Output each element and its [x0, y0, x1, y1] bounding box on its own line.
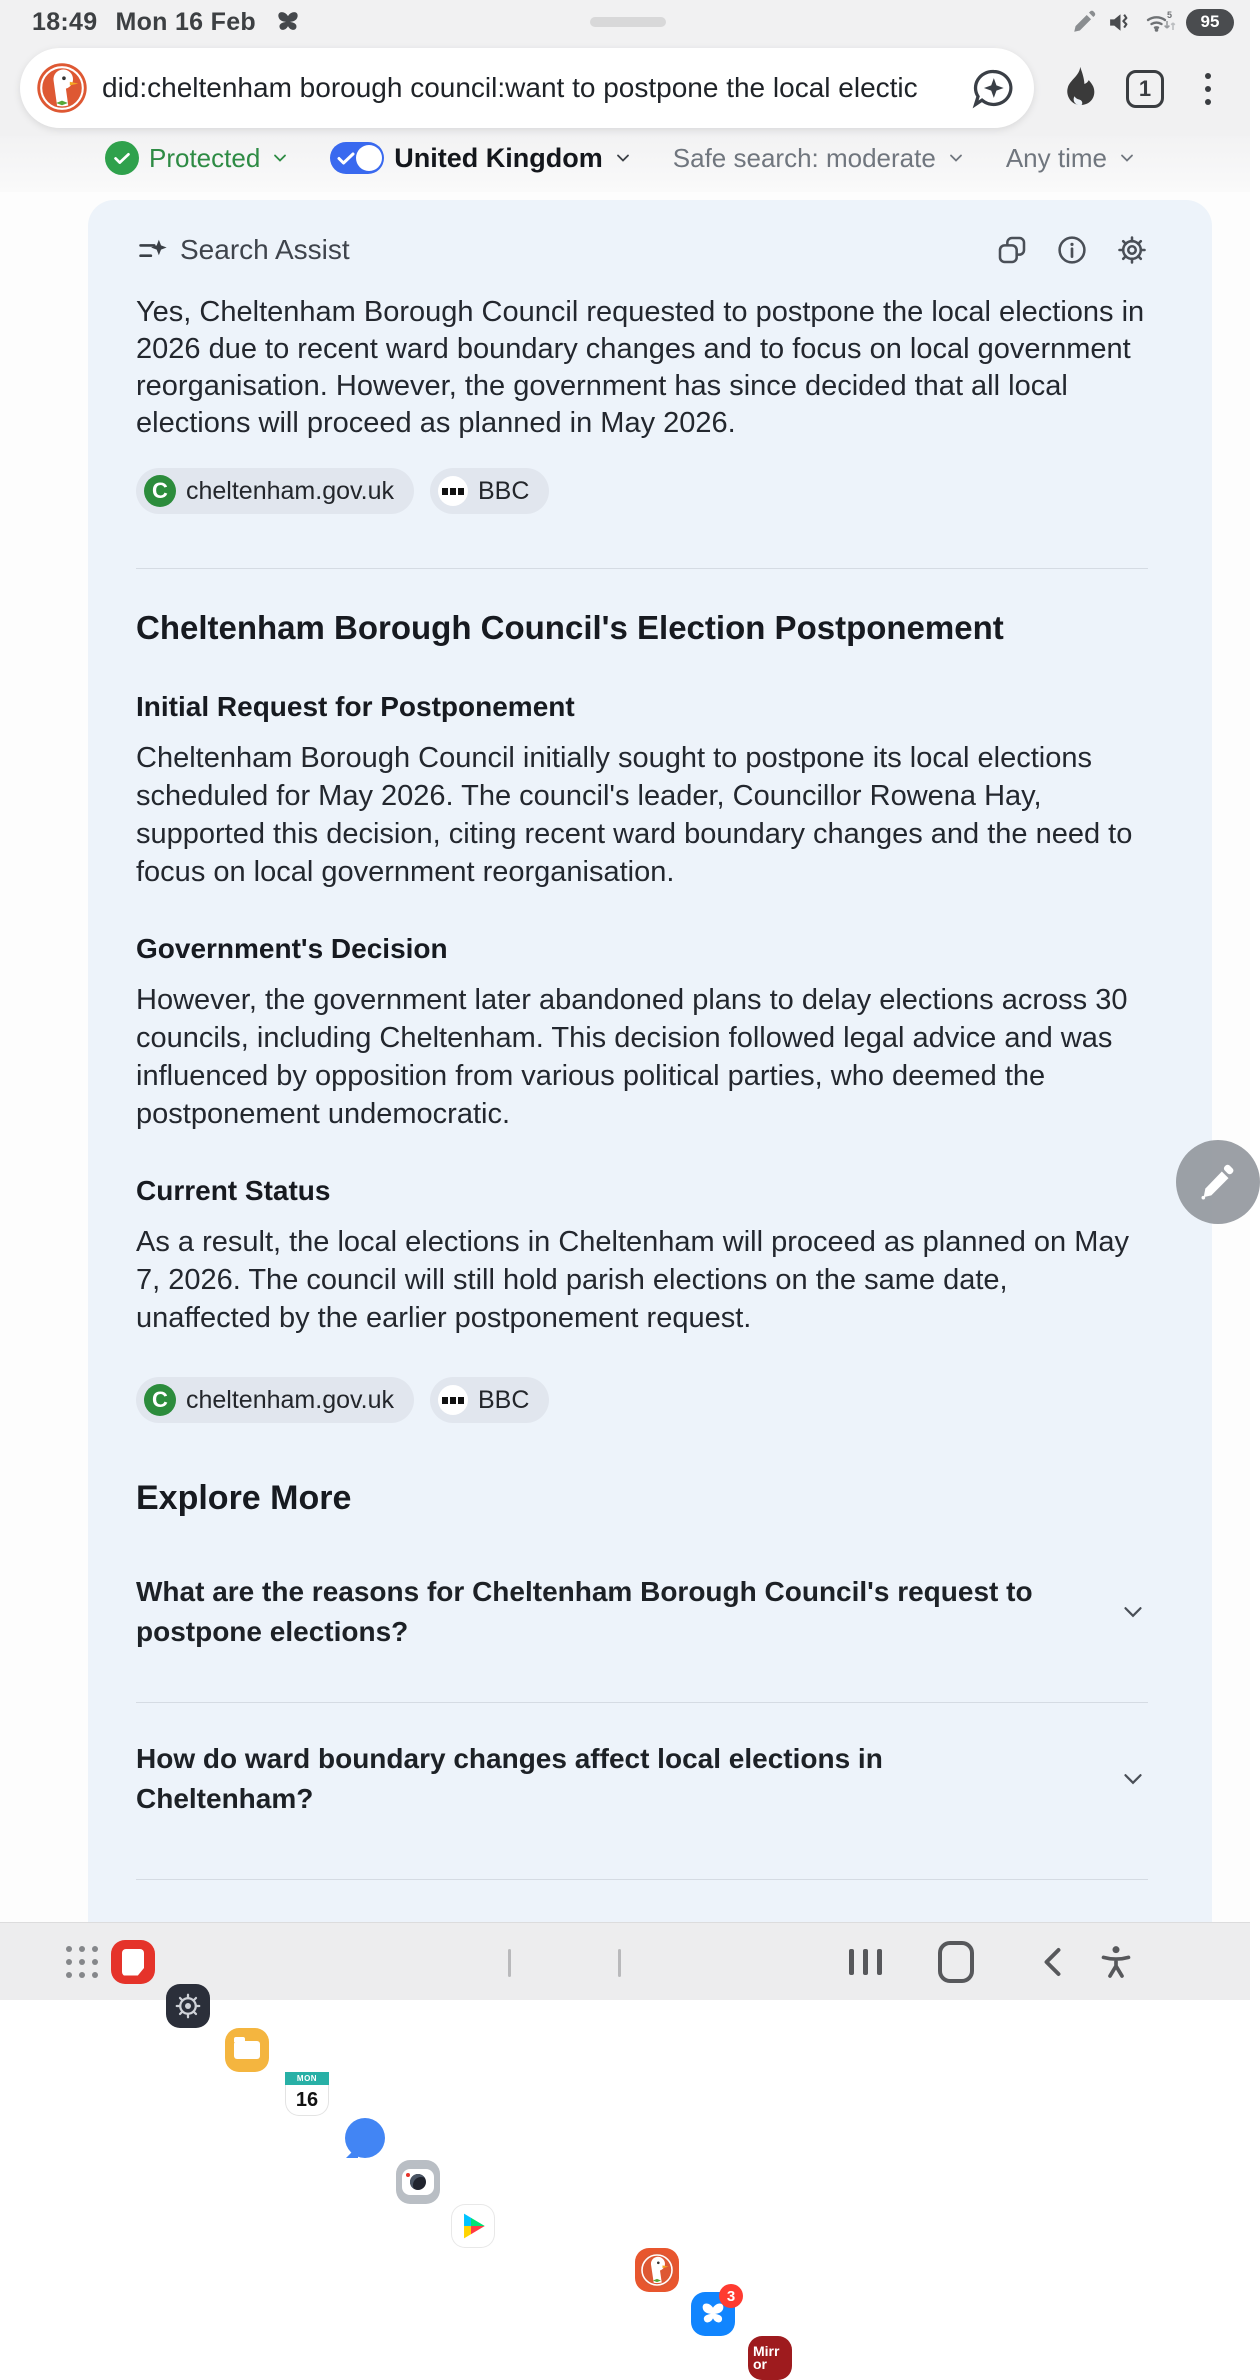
nav-back-button[interactable] [1036, 1940, 1080, 1984]
assist-title: Search Assist [180, 234, 350, 265]
status-right [1071, 0, 1234, 44]
ai-chat-icon[interactable] [970, 65, 1016, 111]
source-label: cheltenham.gov.uk [186, 1385, 394, 1414]
pencil-icon [1198, 1162, 1238, 1202]
notification-badge: 3 [719, 2284, 743, 2308]
time-filter-label: Any time [1005, 142, 1107, 173]
cheltenham-favicon: C [144, 1384, 176, 1416]
chevron-down-icon [1118, 1597, 1148, 1627]
tab-counter-button[interactable]: 1 [1126, 70, 1164, 108]
assist-actions [996, 234, 1148, 266]
mirror-label: Mirr [753, 2343, 780, 2359]
search-filter-bar [0, 134, 1250, 192]
protected-label: Protected [149, 142, 261, 173]
stylus-pen-icon [1071, 9, 1097, 35]
explore-question[interactable] [136, 1739, 1148, 1819]
svg-text:5: 5 [1167, 10, 1173, 20]
question-divider [136, 1702, 1148, 1703]
nav-recents-button[interactable] [840, 1940, 890, 1984]
mirror-label: or [753, 2356, 767, 2372]
time-filter[interactable] [1006, 143, 1137, 174]
accessibility-person-icon [1096, 1940, 1136, 1984]
app-mirror[interactable] [748, 2336, 792, 2380]
camera-icon [402, 2169, 434, 2195]
fire-clear-data-button[interactable] [1056, 64, 1100, 112]
section-body: However, the government later abandoned plans to delay elections across 30 councils, including Cheltenham. This decision followed legal advice and was influenced by opposition from various political parties, who deemed the postponement undemocratic. [136, 984, 1128, 1130]
safe-search-label: Safe search: moderate [672, 142, 936, 173]
accessibility-button[interactable] [1096, 1940, 1140, 1984]
region-filter[interactable] [330, 142, 632, 174]
gear-icon[interactable] [1116, 234, 1148, 266]
duckduckgo-logo-icon [36, 62, 88, 114]
url-bar[interactable] [20, 48, 1034, 128]
home-icon [938, 1941, 974, 1983]
assist-summary: Yes, Cheltenham Borough Council requested to postpone the local elections in 2026 due to recent ward boundary changes and to focus on local government reorganisation. However, the government has since decided that all local elections will proceed as planned in May 2026. [136, 296, 1145, 439]
question-divider [136, 1879, 1148, 1880]
battery-indicator: 95 [1186, 9, 1234, 36]
butterfly-notification-icon [274, 8, 302, 36]
source-label: BBC [478, 1385, 530, 1414]
cheltenham-favicon: C [144, 475, 176, 507]
question-text: How do ward boundary changes affect local elections in Cheltenham? [136, 1743, 883, 1814]
article-title: Cheltenham Borough Council's Election Postponement [136, 609, 1004, 646]
back-chevron-icon [1036, 1940, 1072, 1984]
section-divider [136, 568, 1148, 569]
status-date: Mon 16 Feb [115, 7, 256, 36]
clock: 18:49 [32, 7, 98, 36]
recents-icon [840, 1940, 890, 1984]
browser-menu-button[interactable] [1198, 66, 1218, 112]
source-label: BBC [478, 476, 530, 505]
protected-check-icon [105, 141, 139, 175]
bbc-favicon [438, 1385, 468, 1415]
region-toggle-icon [330, 142, 384, 174]
section-heading: Government's Decision [136, 933, 448, 964]
app-play-store[interactable] [451, 2204, 495, 2248]
chevron-down-icon [270, 148, 290, 168]
section-heading: Current Status [136, 1175, 331, 1206]
copy-icon[interactable] [996, 234, 1028, 266]
app-drawer-grid-icon [60, 1940, 104, 1984]
status-bar [0, 0, 1250, 44]
chevron-down-icon [1117, 148, 1137, 168]
section-body: As a result, the local elections in Cheltenham will proceed as planned on May 7, 2026. The council will still hold parish elections on the same date, unaffected by the earlier postponement request. [136, 1226, 1129, 1334]
duckduckgo-icon [637, 2250, 677, 2290]
app-files[interactable] [225, 2028, 269, 2072]
source-chips [136, 468, 1148, 514]
source-chip-bbc[interactable] [430, 1377, 549, 1423]
region-label: United Kingdom [394, 142, 603, 173]
app-calendar[interactable] [285, 2072, 329, 2116]
source-chip-bbc[interactable] [430, 468, 549, 514]
search-assist-card [88, 200, 1212, 1922]
taskbar-divider [508, 1949, 511, 1977]
calendar-weekday: MON [285, 2072, 329, 2085]
assist-title-group [136, 234, 350, 266]
assist-header [136, 234, 1148, 266]
question-text: What are the reasons for Cheltenham Borough Council's request to postpone elections? [136, 1576, 1033, 1647]
edit-fab[interactable] [1176, 1140, 1260, 1224]
folder-icon [234, 2041, 260, 2059]
taskbar-divider [618, 1949, 621, 1977]
app-settings[interactable] [166, 1984, 210, 2028]
app-notes[interactable] [111, 1940, 155, 1984]
app-messages[interactable] [343, 2116, 387, 2160]
explore-question[interactable] [136, 1572, 1148, 1652]
calendar-day: 16 [295, 2089, 319, 2111]
app-camera[interactable] [396, 2160, 440, 2204]
source-chips [136, 1377, 1148, 1423]
safe-search-filter[interactable] [673, 143, 966, 174]
mute-vibrate-icon [1107, 9, 1134, 36]
app-bluesky[interactable] [691, 2287, 736, 2336]
notes-icon [122, 1949, 144, 1976]
protection-filter[interactable] [105, 141, 290, 175]
app-drawer-button[interactable] [60, 1940, 104, 1984]
source-chip-cheltenham[interactable] [136, 468, 414, 514]
chat-bubble-icon [345, 2118, 385, 2158]
bbc-favicon [438, 476, 468, 506]
app-duckduckgo[interactable] [635, 2248, 679, 2292]
source-label: cheltenham.gov.uk [186, 476, 394, 505]
wifi-5g-signal-icon [1144, 8, 1176, 36]
taskbar [0, 1922, 1250, 2372]
play-store-icon [459, 2212, 487, 2240]
info-icon[interactable] [1056, 234, 1088, 266]
status-left [32, 0, 302, 44]
chevron-down-icon [1118, 1764, 1148, 1794]
nav-home-button[interactable] [938, 1940, 978, 1984]
gear-icon [173, 1991, 203, 2021]
source-chip-cheltenham[interactable] [136, 1377, 414, 1423]
section-heading: Initial Request for Postponement [136, 691, 575, 722]
section-body: Cheltenham Borough Council initially sought to postpone its local elections scheduled for May 2026. The council's leader, Councillor Rowena Hay, supported this decision, citing recent ward boundary changes and the need to focus on local government reorganisation. [136, 742, 1133, 888]
camera-cutout [590, 17, 666, 27]
chevron-down-icon [613, 148, 633, 168]
chevron-down-icon [946, 148, 966, 168]
explore-more-title: Explore More [136, 1479, 352, 1517]
search-assist-icon [136, 234, 168, 266]
search-query-text[interactable]: did:cheltenham borough council:want to postpone the local electic [102, 72, 918, 103]
browser-toolbar [0, 44, 1250, 136]
